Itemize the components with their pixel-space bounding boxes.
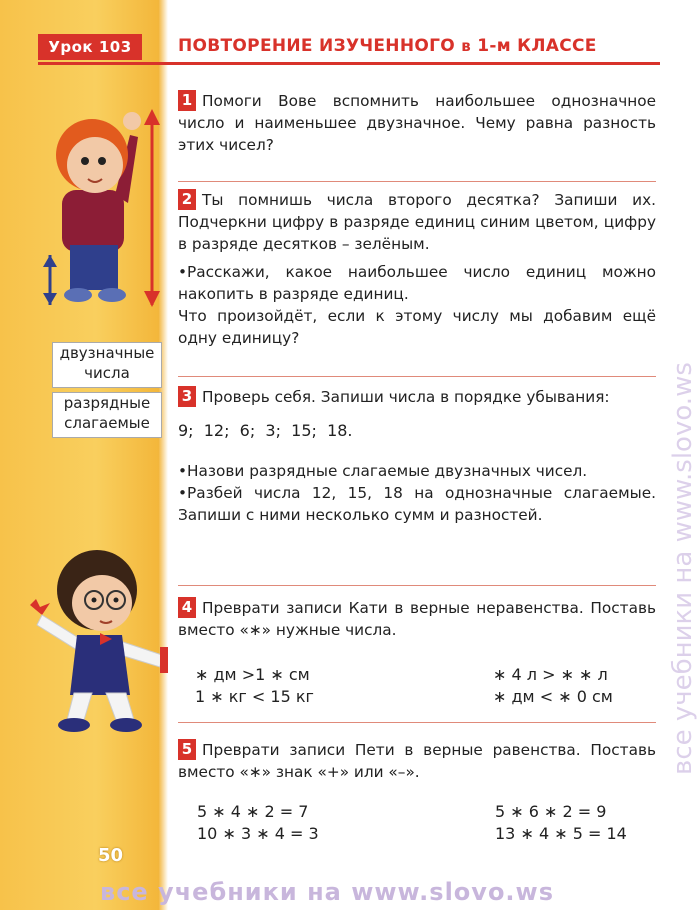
task-5-number: 5 — [178, 739, 196, 760]
task-4-right-2: ∗ дм < ∗ 0 см — [493, 687, 613, 706]
term-two-digit-numbers: двузначные числа — [52, 342, 162, 388]
task-5-left-2: 10 ∗ 3 ∗ 4 = 3 — [197, 824, 319, 843]
task-5 — [178, 739, 656, 783]
task-4-left-1: ∗ дм >1 ∗ см — [195, 665, 310, 684]
task-divider — [178, 376, 656, 377]
watermark-side: все учебники на www.slovo.ws — [668, 362, 698, 775]
task-4-number: 4 — [178, 597, 196, 618]
watermark-bottom: все учебники на www.slovo.ws — [100, 878, 554, 906]
task-3-sequence: 9; 12; 6; 3; 15; 18. — [178, 421, 353, 440]
task-4 — [178, 597, 656, 641]
title-small: в — [461, 37, 472, 55]
task-5-right-2: 13 ∗ 4 ∗ 5 = 14 — [495, 824, 627, 843]
page-number: 50 — [98, 845, 124, 866]
term-place-value-addends: разрядные слагаемые — [52, 392, 162, 438]
task-4-text: Преврати записи Кати в верные неравенства. Поставь вместо «∗» нужные числа. — [178, 599, 656, 639]
boy-petya-illustration — [22, 535, 172, 735]
task-3-bullet-2: •Разбей числа 12, 15, 18 на однозначные слагаемые. Запиши с ними несколько сумм и разностей. — [178, 484, 656, 524]
task-4-right-1: ∗ 4 л > ∗ ∗ л — [493, 665, 608, 684]
task-divider — [178, 585, 656, 586]
task-divider — [178, 722, 656, 723]
task-5-right-1: 5 ∗ 6 ∗ 2 = 9 — [495, 802, 607, 821]
boy-vova-illustration — [40, 95, 170, 315]
task-2-number: 2 — [178, 189, 196, 210]
task-1-text: Помоги Вове вспомнить наибольшее однозначное число и наименьшее двузначное. Чему равна разность этих чисел? — [178, 92, 656, 154]
task-3-text: Проверь себя. Запиши числа в порядке убывания: — [202, 388, 610, 406]
task-4-left-2: 1 ∗ кг < 15 кг — [195, 687, 314, 706]
task-2-extra: Что произойдёт, если к этому числу мы добавим ещё одну единицу? — [178, 307, 656, 347]
task-2 — [178, 189, 656, 349]
page-title — [178, 36, 597, 56]
task-5-text: Преврати записи Пети в верные равенства. Поставь вместо «∗» знак «+» или «–». — [178, 741, 656, 781]
task-3-bullet-1: •Назови разрядные слагаемые двузначных чисел. — [178, 462, 588, 480]
task-divider — [178, 181, 656, 182]
title-part1: ПОВТОРЕНИЕ ИЗУЧЕННОГО — [178, 36, 462, 56]
title-part2: 1-м КЛАССЕ — [471, 36, 597, 56]
task-3 — [178, 386, 656, 526]
header-rule — [38, 62, 660, 65]
task-3-number: 3 — [178, 386, 196, 407]
task-5-left-1: 5 ∗ 4 ∗ 2 = 7 — [197, 802, 309, 821]
task-2-text: Ты помнишь числа второго десятка? Запиши их. Подчеркни цифру в разряде единиц синим цветом, цифру в разряде десятков – зелёным. — [178, 191, 656, 253]
task-1 — [178, 90, 656, 156]
task-2-bullet: •Расскажи, какое наибольшее число единиц можно накопить в разряде единиц. — [178, 263, 656, 303]
task-1-number: 1 — [178, 90, 196, 111]
lesson-label: Урок 103 — [38, 34, 142, 60]
